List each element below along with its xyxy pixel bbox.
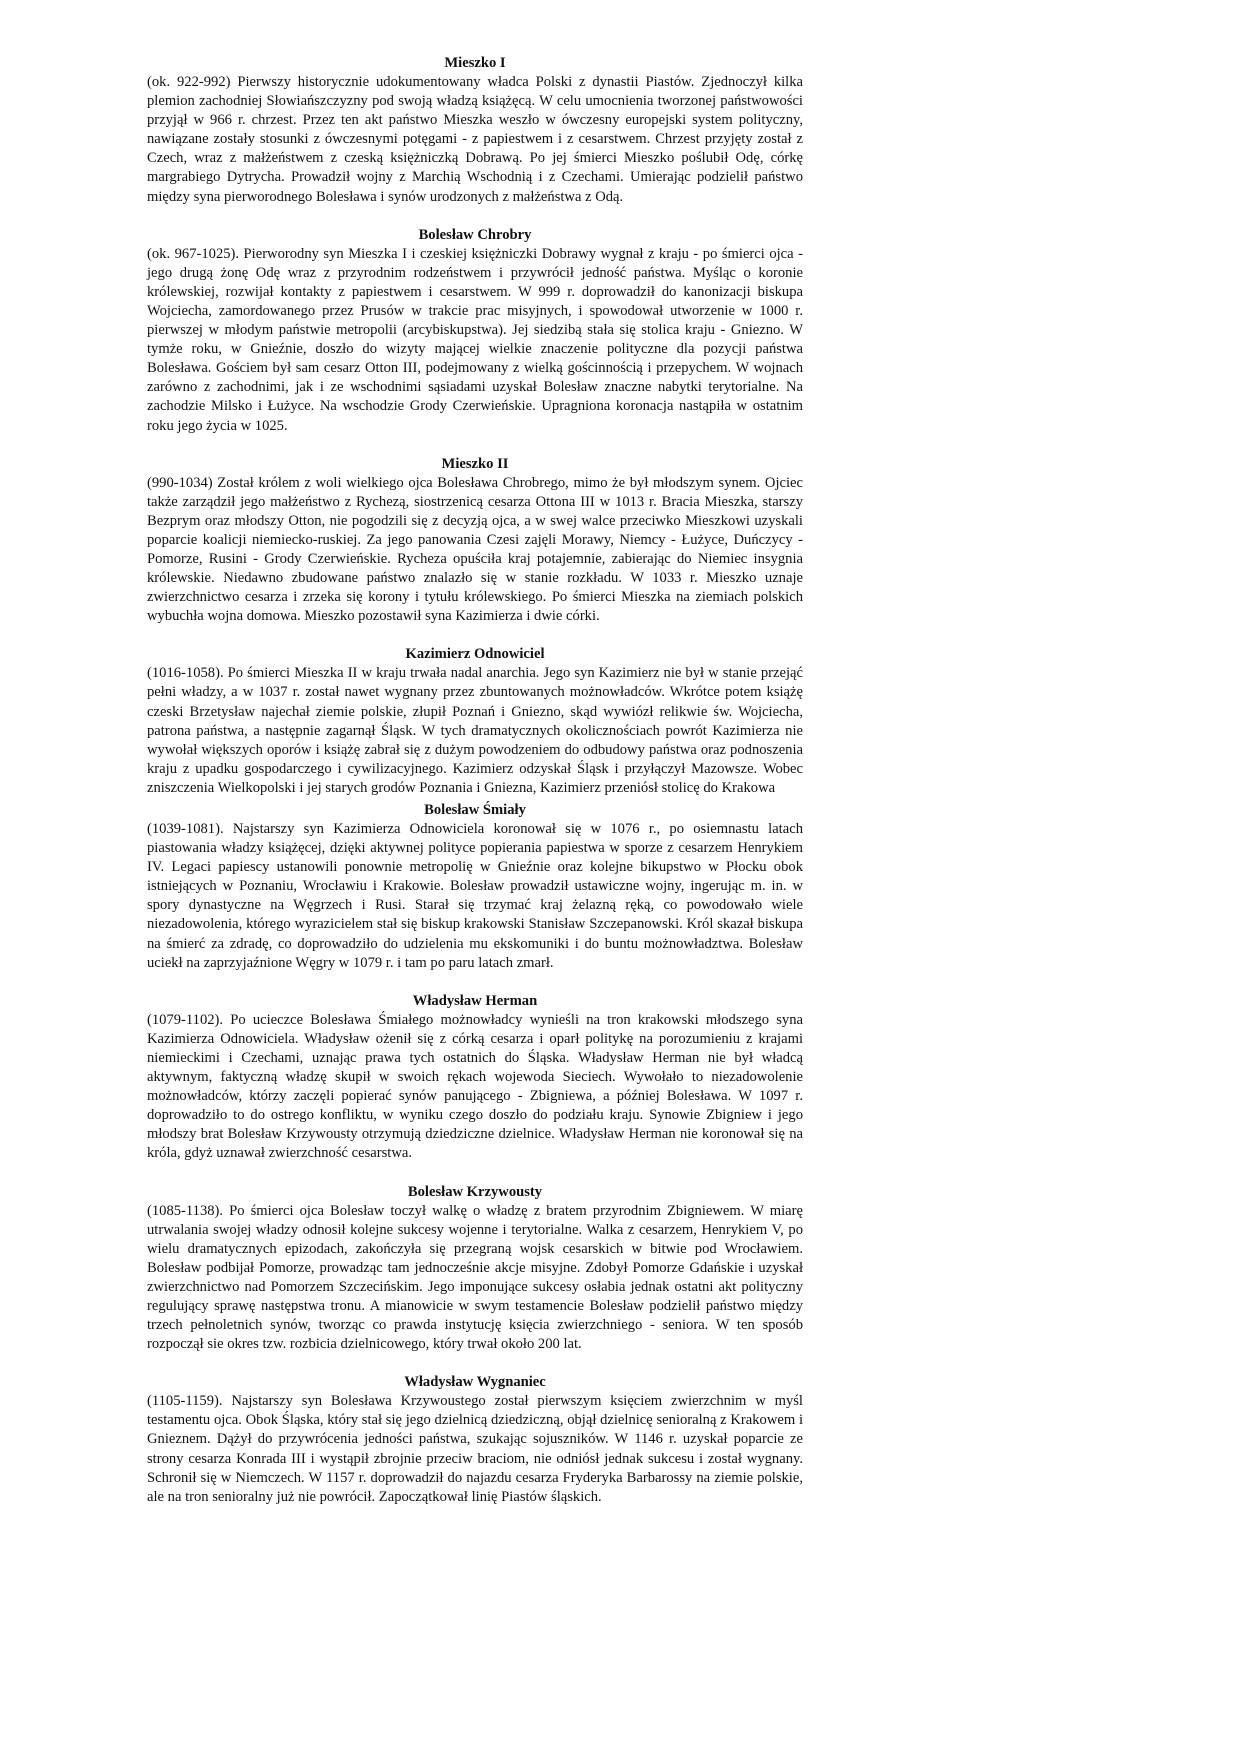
section-text: (1016-1058). Po śmierci Mieszka II w kraju trwała nadal anarchia. Jego syn Kazimierz nie był w stanie przejąć pełni władzy, a w 1037 r. został nawet wygnany przez zbuntowanych możnowładców. Wkrótce potem książę czeski Brzetysław najechał ziemie polskie, złupił Poznań i Gniezno, skąd wywiózł relikwie św. Wojciecha, patrona państwa, a następnie zagarnął Śląsk. W tych dramatycznych okolicznościach powrót Kazimierza nie wywołał większych oporów i książę zabrał się z dużym powodzeniem do odbudowy państwa oraz podnoszenia kraju z upadku gospodarczego i cywilizacyjnego. Kazimierz odzyskał Śląsk i przyłączył Mazowsze. Wobec zniszczenia Wielkopolski i jej starych grodów Poznania i Gniezna, Kazimierz przeniósł stolicę do Krakowa bbox=[147, 665, 803, 796]
section-title: Kazimierz Odnowiciel bbox=[405, 646, 545, 663]
section-boleslaw-krzywousty bbox=[147, 1183, 803, 1355]
section-title: Władysław Herman bbox=[412, 992, 538, 1009]
document-page bbox=[147, 54, 803, 1507]
section-mieszko-ii bbox=[147, 455, 803, 627]
section-text: (990-1034) Został królem z woli wielkiego ojca Bolesława Chrobrego, mimo że był młodszym synem. Ojciec także zarządził jego małżeństwo z Rychezą, siostrzenicą cesarza Ottona III w 1013 r. Bracia Mieszka, starszy Bezprym oraz młodszy Otton, nie pogodzili się z decyzją ojca, a w swej walce przeciwko Mieszkowi uzyskali poparcie koalicji niemiecko-ruskiej. Za jego panowania Czesi zajęli Morawy, Niemcy - Łużyce, Duńczycy - Pomorze, Rusini - Grody Czerwieńskie. Rycheza opuściła kraj potajemnie, zabierając do Niemiec insygnia królewskie. Niedawno zbudowane państwo znalazło się w stanie rozkładu. W 1033 r. Mieszko uznaje zwierzchnictwo cesarza i zrzeka się korony i tytułu królewskiego. Po śmierci Mieszka na ziemiach polskich wybuchła wojna domowa. Mieszko pozostawił syna Kazimierza i dwie córki. bbox=[147, 474, 803, 625]
section-text: (1105-1159). Najstarszy syn Bolesława Krzywoustego został pierwszym księciem zwierzchnim w myśl testamentu ojca. Obok Śląska, który stał się jego dzielnicą dziedziczną, objął dzielnicę senioralną z Krakowem i Gnieznem. Dążył do przywrócenia jedności państwa, szukając sojuszników. W 1146 r. uzyskał poparcie ze strony cesarza Konrada III i wystąpił zbrojnie przeciw braciom, nie odniósł jednak sukcesu i został wygnany. Schronił się w Niemczech. W 1157 r. doprowadził do najazdu cesarza Fryderyka Barbarossy na ziemie polskie, ale na tron senioralny już nie powrócił. Zapoczątkował linię Piastów śląskich. bbox=[147, 1393, 803, 1505]
section-title: Bolesław Śmiały bbox=[424, 802, 526, 818]
section-title: Władysław Wygnaniec bbox=[404, 1374, 546, 1391]
section-text: (ok. 922-992) Pierwszy historycznie udokumentowany władca Polski z dynastii Piastów. Zjednoczył kilka plemion zachodniej Słowiańszczyzny pod swoją władzą książęcą. W celu umocnienia tworzonej państwowości przyjął w 966 r. chrzest. Przez ten akt państwo Mieszka weszło w ówczesny europejski system polityczny, nawiązane zostały stosunki z ówczesnymi potęgami - z papiestwem i z cesarstwem. Chrzest przyjęty został z Czech, wraz z małżeństwem z czeską księżniczką Dobrawą. Po jej śmierci Mieszko poślubił Odę, córkę margrabiego Dytrycha. Prowadził wojny z Marchią Wschodnią i z Czechami. Umierając podzielił państwo między syna pierworodnego Bolesława i synów urodzonych z małżeństwa z Odą. bbox=[147, 74, 803, 205]
section-text: (1079-1102). Po ucieczce Bolesława Śmiałego możnowładcy wynieśli na tron krakowski młodszego syna Kazimierza Odnowiciela. Władysław ożenił się z córką cesarza i oparł politykę na porozumieniu z krajami niemieckimi i Czechami, uznając prawa tych ostatnich do Śląska. Władysław Herman nie był władcą aktywnym, faktyczną władzę skupił w swoich rękach wojewoda Sieciech. Wywołało to niezadowolenie możnowładców, którzy zaczęli popierać synów panującego - Zbigniewa, a później Bolesława. W 1097 r. doprowadziło to do ostrego konfliktu, w wyniku czego doszło do podziału kraju. Synowie Zbigniew i jego młodszy brat Bolesław Krzywousty otrzymują dziedziczne dzielnice. Władysław Herman nie koronował się na króla, gdyż uznawał zwierzchność cesarstwa. bbox=[147, 1011, 803, 1162]
section-mieszko-i bbox=[147, 54, 803, 207]
section-text: (ok. 967-1025). Pierworodny syn Mieszka I i czeskiej księżniczki Dobrawy wygnał z kraju - po śmierci ojca - jego drugą żonę Odę wraz z przyrodnim rodzeństwem i przywrócił jedność państwa. Myśląc o koronie królewskiej, rozwijał kontakty z papiestwem i cesarstwem. W 999 r. doprowadził do kanonizacji biskupa Wojciecha, zamordowanego przez Prusów w trakcie prac misyjnych, i spowodował utworzenie w 1000 r. pierwszej w młodym państwie metropolii (arcybiskupstwa). Jej siedzibą stała się stolica kraju - Gniezno. W tymże roku, w Gnieźnie, doszło do wizyty mającej wielkie znaczenie polityczne dla pozycji państwa Bolesława. Gościem był sam cesarz Otton III, podejmowany z wielką gościnnością i przepychem. W wojnach zarówno z zachodnimi, jak i ze wschodnimi sąsiadami uzyskał Bolesław znaczne nabytki terytorialne. Na zachodzie Milsko i Łużyce. Na wschodzie Grody Czerwieńskie. Upragniona koronacja nastąpiła w ostatnim roku jego życia w 1025. bbox=[147, 245, 803, 434]
section-title: Bolesław Krzywousty bbox=[407, 1183, 543, 1200]
section-kazimierz-odnowiciel bbox=[147, 645, 803, 798]
section-text: (1085-1138). Po śmierci ojca Bolesław toczył walkę o władzę z bratem przyrodnim Zbigniewem. W miarę utrwalania swojej władzy odnosił kolejne sukcesy wojenne i terytorialne. Walka z cesarzem, Henrykiem V, po wielu dramatycznych epizodach, zakończyła się przegraną wojsk cesarskich w bitwie pod Wrocławiem. Bolesław podbijał Pomorze, prowadząc tam jednocześnie akcje misyjne. Zdobył Pomorze Gdańskie i uzyskał zwierzchnictwo nad Pomorzem Szczecińskim. Jego imponujące sukcesy osłabia jednak ostatni akt polityczny regulujący sprawę następstwa tronu. A mianowicie w swym testamencie Bolesław podzielił państwo między trzech pełnoletnich synów, tworząc co prawda instytucję księcia zwierzchniego - seniora. W ten sposób rozpoczął sie okres tzw. rozbicia dzielnicowego, który trwał około 200 lat. bbox=[147, 1202, 803, 1353]
section-boleslaw-chrobry bbox=[147, 226, 803, 436]
section-title: Mieszko I bbox=[444, 55, 506, 71]
section-text: (1039-1081). Najstarszy syn Kazimierza Odnowiciela koronował się w 1076 r., po osiemnastu latach piastowania władzy książęcej, dzięki aktywnej polityce popierania papiestwa w sporze z cesarzem Henrykiem IV. Legaci papiescy ustanowili ponownie metropolię w Gnieźnie oraz kolejne bikupstwo w Płocku obok istniejących w Poznaniu, Wrocławiu i Krakowie. Bolesław prowadził ustawiczne wojny, ingerując m. in. w spory dynastyczne na Węgrzech i Rusi. Starał się trzymać kraj żelazną ręką, co powodowało wiele niezadowolenia, którego wyrazicielem stał się biskup krakowski Stanisław Szczepanowski. Król skazał biskupa na śmierć za zdradę, co doprowadziło do udzielenia mu ekskomuniki i do buntu możnowładztwa. Bolesław uciekł na zaprzyjaźnione Węgry w 1079 r. i tam po paru latach zmarł. bbox=[147, 821, 803, 971]
section-title: Bolesław Chrobry bbox=[418, 226, 532, 243]
section-wladyslaw-wygnaniec bbox=[147, 1373, 803, 1507]
section-title: Mieszko II bbox=[441, 455, 509, 472]
section-boleslaw-smialy bbox=[147, 801, 803, 973]
section-wladyslaw-herman bbox=[147, 992, 803, 1164]
